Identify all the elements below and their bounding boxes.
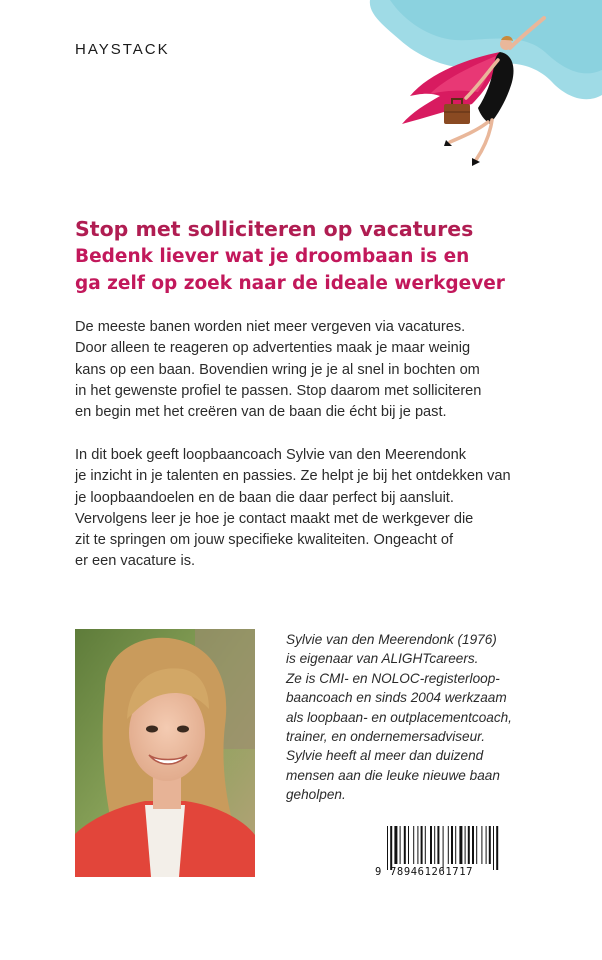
- isbn-digits: 789461261717: [390, 866, 474, 878]
- text-line: Vervolgens leer je hoe je contact maakt met de werkgever die: [75, 510, 474, 527]
- text-line: je inzicht in je talenten en passies. Ze helpt je bij het ontdekken van: [75, 468, 511, 485]
- publisher-logo: HAYSTACK: [75, 41, 170, 58]
- barcode-bar: [472, 826, 474, 864]
- barcode-bar: [434, 826, 435, 864]
- barcode-bar: [400, 826, 401, 864]
- barcode-bar: [413, 826, 414, 864]
- barcode-bar: [390, 826, 392, 870]
- bio-line: trainer, en ondernemersadviseur.: [286, 729, 485, 745]
- barcode-bar: [394, 826, 397, 864]
- barcode-bar: [451, 826, 453, 864]
- barcode-bar: [417, 826, 418, 864]
- text-line: Door alleen te reageren op advertenties maak je maar weinig: [75, 340, 471, 357]
- text-line: kans op een baan. Bovendien wring je je al snel in bochten om: [75, 361, 480, 378]
- text-line: er een vacature is.: [75, 553, 196, 570]
- bio-line: is eigenaar van ALIGHTcareers.: [286, 651, 479, 667]
- barcode-bar: [486, 826, 487, 864]
- barcode-bar: [476, 826, 477, 864]
- barcode-bar: [459, 826, 462, 864]
- text-line: De meeste banen worden niet meer vergeven via vacatures.: [75, 319, 466, 335]
- barcode-bar: [489, 826, 491, 864]
- barcode-bar: [430, 826, 432, 864]
- bio-line: geholpen.: [286, 787, 346, 803]
- isbn-lead-digit: 9: [375, 866, 382, 878]
- text-line: In dit boek geeft loopbaancoach Sylvie van den Meerendonk: [75, 447, 467, 463]
- barcode-bar: [443, 826, 444, 870]
- text-line: in het gewenste profiel te passen. Stop daarom met solliciteren: [75, 382, 482, 399]
- text-line: en begin met het creëren van de baan die écht bij je past.: [75, 404, 447, 421]
- barcode-bar: [448, 826, 449, 864]
- barcode-bar: [408, 826, 409, 864]
- barcode-bar: [425, 826, 426, 864]
- bio-line: Ze is CMI- en NOLOC-registerloop-: [286, 670, 500, 686]
- flying-woman-illustration: [360, 0, 602, 180]
- bio-line: mensen aan die leuke nieuwe baan: [286, 767, 500, 783]
- author-portrait: [75, 629, 255, 877]
- back-cover-headings: [75, 216, 575, 297]
- barcode-bar: [437, 826, 439, 864]
- barcode-bar: [496, 826, 498, 870]
- bio-line: Sylvie heeft al meer dan duizend: [286, 748, 484, 764]
- bio-line: Sylvie van den Meerendonk (1976): [286, 632, 497, 647]
- bio-line: als loopbaan- en outplacementcoach,: [286, 709, 512, 725]
- text-line: je loopbaandoelen en de baan die daar perfect bij aansluit.: [75, 489, 454, 506]
- subtitle-line-2: ga zelf op zoek naar de ideale werkgever: [75, 273, 505, 294]
- subtitle-line-1: Bedenk liever wat je droombaan is en: [75, 246, 470, 267]
- barcode-bar: [421, 826, 423, 864]
- barcode-bar: [481, 826, 482, 864]
- barcode-bar: [455, 826, 456, 864]
- barcode-bar: [493, 826, 494, 870]
- intro-paragraph: [75, 317, 545, 423]
- bio-line: baancoach en sinds 2004 werkzaam: [286, 690, 507, 706]
- author-bio: [286, 630, 576, 805]
- barcode-bar: [465, 826, 466, 864]
- barcode-bar: [468, 826, 470, 864]
- barcode-bar: [404, 826, 406, 864]
- barcode-bar: [387, 826, 388, 870]
- text-line: zit te springen om jouw specifieke kwaliteiten. Ongeacht of: [75, 532, 454, 549]
- back-cover-title: Stop met solliciteren op vacatures: [75, 217, 474, 241]
- book-description-paragraph: [75, 445, 545, 573]
